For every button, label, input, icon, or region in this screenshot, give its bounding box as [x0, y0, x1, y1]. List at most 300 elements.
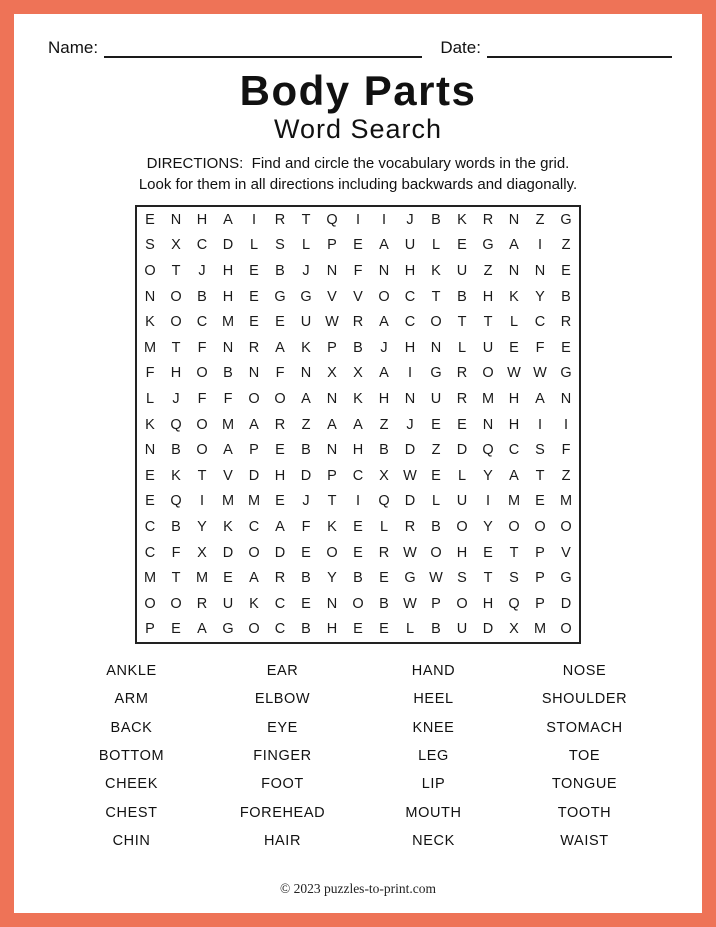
grid-cell: T	[197, 467, 207, 484]
grid-cell: O	[196, 442, 208, 459]
grid-cell: J	[302, 493, 310, 510]
grid-cell: K	[327, 518, 337, 535]
word-list-item: LIP	[421, 776, 446, 793]
grid-cell: H	[404, 339, 416, 356]
grid-cell: R	[248, 339, 260, 356]
grid-cell: G	[560, 365, 572, 382]
grid-cell: E	[249, 262, 259, 279]
grid-cell: C	[352, 467, 364, 484]
grid-cell: I	[199, 493, 205, 510]
grid-cell: X	[379, 467, 389, 484]
grid-cell: B	[561, 288, 571, 305]
grid-cell: W	[507, 365, 521, 382]
grid-cell: H	[456, 544, 468, 561]
grid-cell: H	[352, 442, 364, 459]
grid-cell: H	[222, 288, 234, 305]
grid-cell: T	[431, 288, 441, 305]
grid-cell: T	[171, 570, 181, 587]
grid-cell: P	[327, 237, 337, 254]
grid-cell: Y	[327, 570, 337, 587]
page-title: Body Parts	[239, 67, 477, 114]
grid-cell: Z	[379, 416, 389, 433]
word-list-item: NECK	[412, 832, 455, 849]
directions-line-2: Look for them in all directions including backwards and diagonally.	[138, 176, 578, 193]
grid-cell: B	[301, 570, 311, 587]
grid-cell: B	[301, 442, 311, 459]
grid-cell: O	[248, 621, 260, 638]
word-list-column	[56, 657, 207, 855]
grid-cell: K	[145, 416, 155, 433]
grid-cell: E	[275, 442, 285, 459]
grid-cell: O	[144, 262, 156, 279]
grid-cell: N	[300, 365, 312, 382]
grid-cell: T	[171, 339, 181, 356]
grid-cell: O	[430, 314, 442, 331]
grid-cell: A	[275, 518, 285, 535]
grid-cell: N	[170, 211, 182, 228]
grid-cell: F	[301, 518, 311, 535]
name-line	[104, 38, 422, 58]
grid-cell: E	[145, 211, 155, 228]
grid-cell: G	[430, 365, 442, 382]
grid-cell: A	[223, 442, 233, 459]
grid-cell: J	[406, 416, 414, 433]
grid-cell: E	[353, 544, 363, 561]
grid-cell: O	[560, 518, 572, 535]
grid-cell: A	[379, 237, 389, 254]
grid-cell: U	[222, 595, 234, 612]
grid-cell: A	[197, 621, 207, 638]
grid-cell: M	[533, 621, 547, 638]
grid-cell: Q	[482, 442, 494, 459]
grid-cell: R	[560, 314, 572, 331]
grid-cell: R	[378, 544, 390, 561]
grid-cell: S	[275, 237, 285, 254]
word-list-column	[207, 657, 358, 855]
grid-cell: M	[195, 570, 209, 587]
grid-cell: G	[404, 570, 416, 587]
word-list-item: KNEE	[412, 719, 455, 736]
grid-cell: R	[196, 595, 208, 612]
grid-cell: Q	[170, 493, 182, 510]
grid-cell: W	[429, 570, 443, 587]
word-list-item: FOOT	[261, 776, 304, 793]
grid-cell: D	[248, 467, 260, 484]
grid-cell: I	[485, 493, 491, 510]
grid-cell: F	[353, 262, 363, 279]
grid-cell: H	[508, 390, 520, 407]
grid-cell: O	[534, 518, 546, 535]
grid-cell: H	[482, 595, 494, 612]
grid-cell: A	[275, 339, 285, 356]
grid-cell: O	[170, 314, 182, 331]
grid-cell: N	[482, 416, 494, 433]
grid-cell: T	[171, 262, 181, 279]
grid-cell: Q	[508, 595, 520, 612]
grid-cell: R	[456, 390, 468, 407]
grid-cell: L	[431, 237, 441, 254]
word-list-item: ANKLE	[106, 663, 157, 680]
grid-cell: E	[379, 570, 389, 587]
grid-cell: N	[326, 595, 338, 612]
grid-cell: M	[221, 314, 235, 331]
word-list-item: EYE	[267, 719, 298, 736]
grid-cell: N	[248, 365, 260, 382]
grid-cell: I	[381, 211, 387, 228]
grid-cell: I	[537, 237, 543, 254]
grid-cell: D	[404, 493, 416, 510]
grid-cell: T	[535, 467, 545, 484]
grid-cell: R	[274, 416, 286, 433]
grid-cell: H	[326, 621, 338, 638]
word-list-item: CHEEK	[105, 776, 158, 793]
grid-cell: A	[249, 416, 259, 433]
grid-cell: R	[456, 365, 468, 382]
word-list-item: ELBOW	[254, 691, 311, 708]
grid-cell: T	[457, 314, 467, 331]
grid-cell: Z	[561, 237, 571, 254]
grid-cell: I	[563, 416, 569, 433]
grid-cell: G	[274, 288, 286, 305]
grid-cell: U	[430, 390, 442, 407]
grid-cell: E	[145, 467, 155, 484]
grid-cell: K	[223, 518, 233, 535]
grid-cell: F	[223, 390, 233, 407]
grid-cell: E	[301, 595, 311, 612]
grid-cell: Y	[483, 518, 493, 535]
grid-cell: P	[535, 570, 545, 587]
grid-cell: H	[482, 288, 494, 305]
grid-cell: N	[534, 262, 546, 279]
grid-cell: C	[248, 518, 260, 535]
grid-cell: B	[379, 595, 389, 612]
grid-cell: F	[535, 339, 545, 356]
grid-cell: C	[144, 544, 156, 561]
grid-cell: O	[430, 544, 442, 561]
grid-cell: O	[144, 595, 156, 612]
grid-cell: A	[509, 467, 519, 484]
grid-cell: M	[507, 493, 521, 510]
grid-cell: L	[145, 390, 155, 407]
grid-cell: I	[355, 493, 361, 510]
grid-cell: W	[403, 467, 417, 484]
grid-cell: O	[248, 544, 260, 561]
grid-cell: K	[145, 314, 155, 331]
grid-cell: E	[275, 314, 285, 331]
grid-cell: P	[145, 621, 155, 638]
grid-cell: M	[559, 493, 573, 510]
grid-cell: C	[508, 442, 520, 459]
directions-line-1: DIRECTIONS: Find and circle the vocabulary words in the grid.	[146, 155, 570, 172]
grid-cell: E	[353, 518, 363, 535]
grid-cell: B	[379, 442, 389, 459]
grid-cell: V	[561, 544, 571, 561]
grid-cell: N	[430, 339, 442, 356]
grid-cell: A	[379, 365, 389, 382]
grid-cell: O	[352, 595, 364, 612]
grid-cell: D	[300, 467, 312, 484]
grid-cell: O	[456, 595, 468, 612]
grid-cell: E	[457, 416, 467, 433]
grid-cell: I	[251, 211, 257, 228]
grid-cell: O	[326, 544, 338, 561]
grid-cell: A	[301, 390, 311, 407]
grid-cell: B	[353, 570, 363, 587]
grid-cell: C	[404, 314, 416, 331]
word-list-column	[509, 657, 660, 855]
grid-cell: R	[274, 211, 286, 228]
grid-cell: T	[483, 314, 493, 331]
grid-cell: D	[222, 544, 234, 561]
grid-cell: Q	[326, 211, 338, 228]
grid-cell: H	[404, 262, 416, 279]
grid-cell: R	[482, 211, 494, 228]
word-list-item: LEG	[418, 747, 449, 764]
word-list-item: HAIR	[263, 832, 302, 849]
grid-cell: N	[144, 442, 156, 459]
grid-cell: B	[223, 365, 233, 382]
word-list-item: WAIST	[560, 832, 609, 849]
grid-cell: E	[249, 314, 259, 331]
grid-cell: B	[431, 621, 441, 638]
word-list-item: HAND	[411, 663, 456, 680]
grid-cell: N	[508, 262, 520, 279]
grid-cell: E	[431, 416, 441, 433]
grid-cell: E	[301, 544, 311, 561]
grid-cell: N	[222, 339, 234, 356]
grid-cell: G	[560, 570, 572, 587]
grid-cell: N	[326, 442, 338, 459]
grid-cell: Z	[561, 467, 571, 484]
grid-cell: A	[327, 416, 337, 433]
grid-cell: K	[249, 595, 259, 612]
grid-cell: F	[145, 365, 155, 382]
grid-cell: Y	[535, 288, 545, 305]
grid-cell: T	[509, 544, 519, 561]
word-list-item: MOUTH	[405, 804, 462, 821]
grid-cell: D	[222, 237, 234, 254]
grid-cell: G	[482, 237, 494, 254]
grid-cell: V	[327, 288, 337, 305]
grid-cell: W	[403, 595, 417, 612]
grid-cell: A	[379, 314, 389, 331]
grid-cell: R	[404, 518, 416, 535]
grid-cell: Z	[483, 262, 493, 279]
grid-cell: S	[145, 237, 155, 254]
word-list-item: TONGUE	[551, 776, 618, 793]
grid-cell: W	[533, 365, 547, 382]
grid-cell: M	[143, 339, 157, 356]
grid-cell: J	[380, 339, 388, 356]
grid-cell: P	[327, 339, 337, 356]
grid-cell: E	[561, 262, 571, 279]
grid-cell: N	[378, 262, 390, 279]
page-subtitle: Word Search	[273, 114, 443, 144]
grid-cell: T	[327, 493, 337, 510]
grid-cell: B	[197, 288, 207, 305]
grid-cell: K	[431, 262, 441, 279]
grid-cell: E	[379, 621, 389, 638]
grid-cell: I	[407, 365, 413, 382]
grid-cell: O	[170, 595, 182, 612]
grid-cell: K	[301, 339, 311, 356]
grid-cell: H	[170, 365, 182, 382]
grid-cell: X	[171, 237, 181, 254]
letter-grid	[135, 205, 581, 644]
grid-cell: O	[508, 518, 520, 535]
grid-cell: L	[301, 237, 311, 254]
grid-cell: B	[171, 442, 181, 459]
grid-cell: K	[509, 288, 519, 305]
grid-cell: E	[561, 339, 571, 356]
word-list-item: BACK	[110, 719, 153, 736]
word-list	[56, 657, 660, 855]
grid-cell: B	[431, 518, 441, 535]
grid-cell: D	[274, 544, 286, 561]
grid-cell: N	[144, 288, 156, 305]
grid-cell: F	[197, 339, 207, 356]
grid-cell: G	[560, 211, 572, 228]
word-list-item: TOE	[568, 747, 601, 764]
grid-cell: C	[196, 237, 208, 254]
grid-cell: X	[327, 365, 337, 382]
grid-cell: L	[431, 493, 441, 510]
grid-cell: Y	[197, 518, 207, 535]
grid-cell: P	[249, 442, 259, 459]
grid-cell: C	[534, 314, 546, 331]
grid-cell: U	[404, 237, 416, 254]
grid-cell: X	[509, 621, 519, 638]
grid-cell: D	[560, 595, 572, 612]
grid-cell: H	[378, 390, 390, 407]
grid-cell: E	[145, 493, 155, 510]
grid-cell: M	[143, 570, 157, 587]
grid-cell: C	[404, 288, 416, 305]
grid-cell: E	[509, 339, 519, 356]
grid-cell: C	[196, 314, 208, 331]
grid-cell: Q	[170, 416, 182, 433]
grid-cell: X	[353, 365, 363, 382]
footer-copyright: © 2023 puzzles-to-print.com	[279, 881, 437, 896]
grid-cell: B	[353, 339, 363, 356]
grid-cell: A	[249, 570, 259, 587]
grid-cell: N	[508, 211, 520, 228]
grid-cell: K	[353, 390, 363, 407]
grid-cell: N	[404, 390, 416, 407]
grid-cell: U	[456, 621, 468, 638]
grid-cell: O	[196, 365, 208, 382]
grid-cell: M	[247, 493, 261, 510]
grid-cell: D	[404, 442, 416, 459]
grid-cell: U	[456, 262, 468, 279]
grid-cell: R	[352, 314, 364, 331]
grid-cell: E	[353, 237, 363, 254]
grid-cell: U	[300, 314, 312, 331]
grid-cell: V	[223, 467, 233, 484]
grid-cell: A	[535, 390, 545, 407]
grid-cell: J	[198, 262, 206, 279]
grid-cell: H	[222, 262, 234, 279]
grid-cell: O	[378, 288, 390, 305]
grid-cell: L	[249, 237, 259, 254]
grid-cell: K	[457, 211, 467, 228]
grid-cell: N	[560, 390, 572, 407]
grid-cell: F	[171, 544, 181, 561]
grid-cell: U	[482, 339, 494, 356]
grid-cell: O	[274, 390, 286, 407]
grid-cell: C	[274, 595, 286, 612]
word-list-column	[358, 657, 509, 855]
grid-cell: O	[560, 621, 572, 638]
grid-cell: Q	[378, 493, 390, 510]
grid-cell: T	[301, 211, 311, 228]
grid-cell: C	[144, 518, 156, 535]
grid-cell: L	[457, 467, 467, 484]
grid-cell: V	[353, 288, 363, 305]
grid-cell: D	[456, 442, 468, 459]
grid-cell: G	[300, 288, 312, 305]
word-list-item: CHEST	[105, 804, 158, 821]
grid-cell: E	[353, 621, 363, 638]
word-list-item: STOMACH	[546, 719, 623, 736]
grid-cell: S	[457, 570, 467, 587]
grid-cell: R	[274, 570, 286, 587]
word-list-item: EAR	[266, 663, 299, 680]
grid-cell: P	[431, 595, 441, 612]
grid-cell: N	[326, 390, 338, 407]
grid-cell: O	[196, 416, 208, 433]
word-list-item: ARM	[114, 691, 149, 708]
grid-cell: B	[457, 288, 467, 305]
grid-cell: L	[457, 339, 467, 356]
grid-cell: H	[274, 467, 286, 484]
directions	[14, 153, 702, 195]
grid-cell: F	[197, 390, 207, 407]
grid-cell: Y	[483, 467, 493, 484]
grid-cell: P	[535, 595, 545, 612]
grid-cell: J	[172, 390, 180, 407]
grid-cell: P	[535, 544, 545, 561]
grid-cell: B	[275, 262, 285, 279]
word-list-item: FINGER	[253, 747, 312, 764]
grid-cell: L	[405, 621, 415, 638]
grid-cell: B	[431, 211, 441, 228]
grid-cell: X	[197, 544, 207, 561]
grid-cell: B	[301, 621, 311, 638]
grid-cell: W	[403, 544, 417, 561]
grid-cell: D	[482, 621, 494, 638]
grid-cell: E	[171, 621, 181, 638]
word-list-item: HEEL	[413, 691, 454, 708]
word-list-item: SHOULDER	[541, 691, 628, 708]
grid-cell: O	[482, 365, 494, 382]
word-list-item: BOTTOM	[98, 747, 165, 764]
grid-cell: E	[457, 237, 467, 254]
grid-cell: E	[275, 493, 285, 510]
word-list-item: NOSE	[562, 663, 607, 680]
grid-cell: H	[508, 416, 520, 433]
grid-cell: M	[221, 493, 235, 510]
grid-cell: J	[406, 211, 414, 228]
grid-cell: E	[535, 493, 545, 510]
grid-cell: B	[171, 518, 181, 535]
grid-cell: L	[509, 314, 519, 331]
date-line	[487, 38, 672, 58]
grid-cell: J	[302, 262, 310, 279]
word-list-item: TOOTH	[557, 804, 612, 821]
grid-cell: T	[483, 570, 493, 587]
word-list-item: CHIN	[112, 832, 151, 849]
